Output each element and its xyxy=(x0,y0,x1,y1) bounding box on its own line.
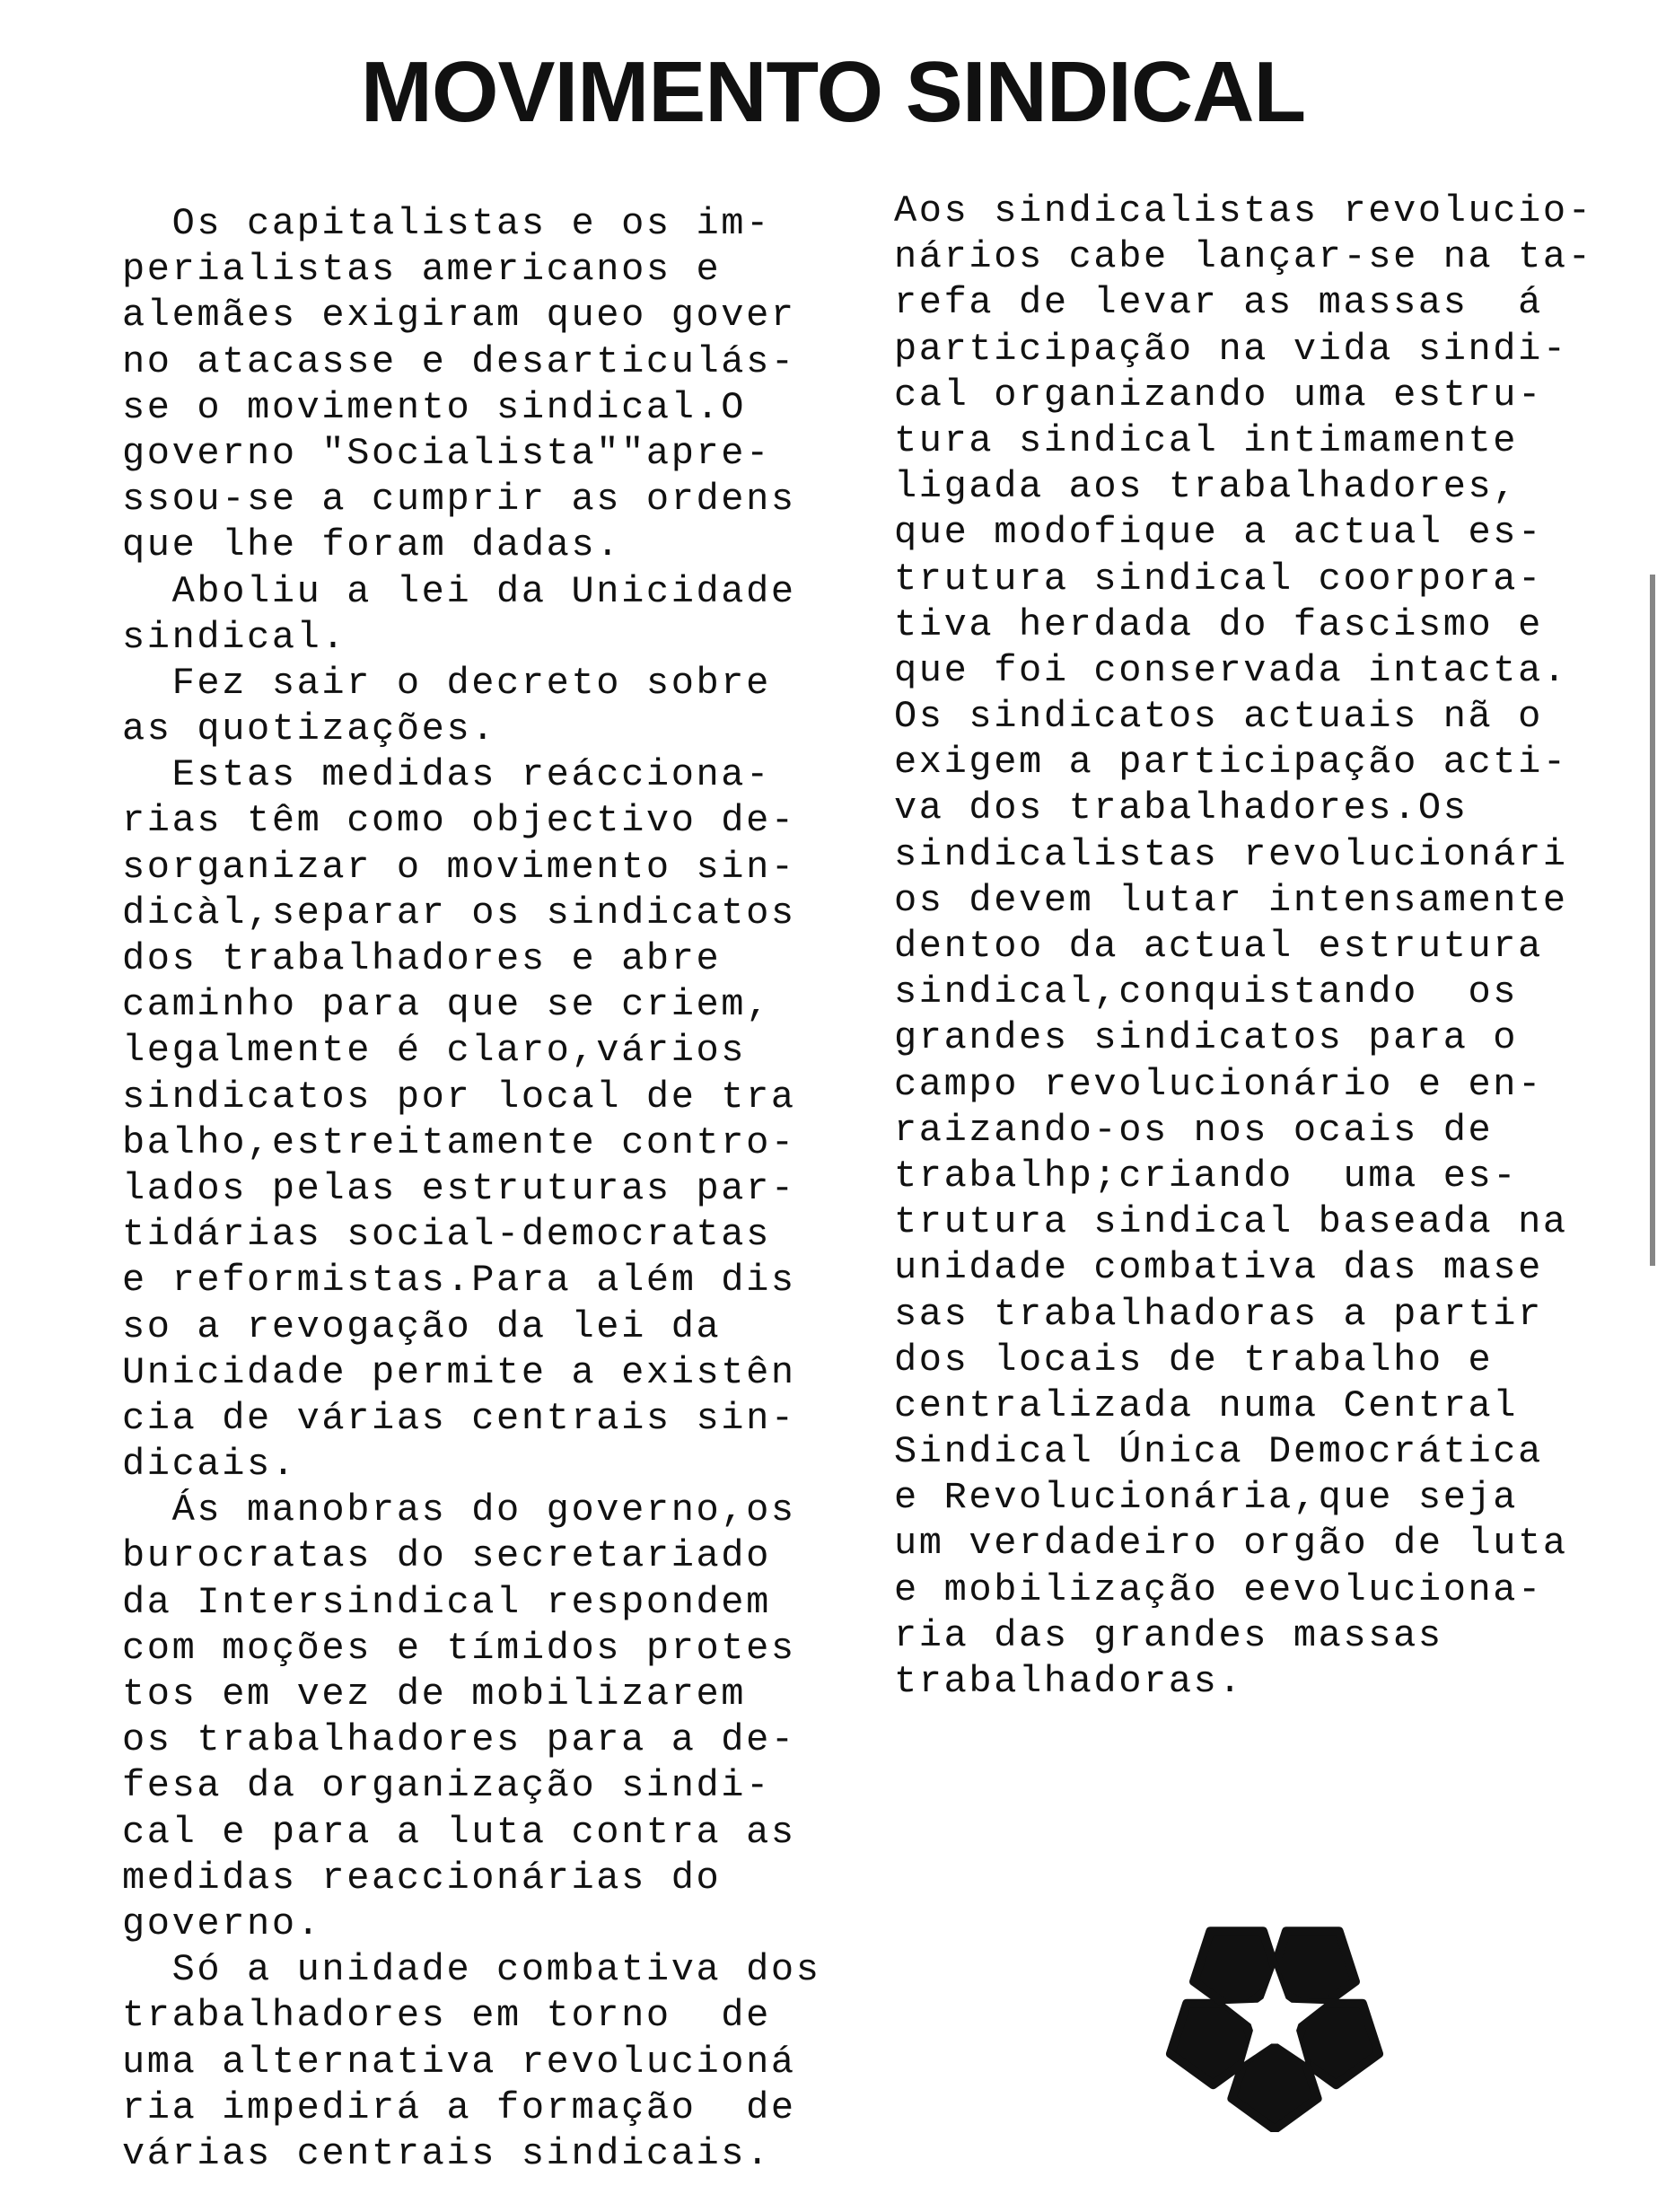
left-column-line: dos trabalhadores e abre xyxy=(122,937,722,980)
left-column-line: da Intersindical respondem xyxy=(122,1580,771,1624)
right-column-line: tura sindical intimamente xyxy=(894,418,1519,462)
left-column-line: ssou-se a cumprir as ordens xyxy=(122,478,796,522)
right-column-line: que foi conservada intacta. xyxy=(894,648,1568,692)
right-column-line: centralizada numa Central xyxy=(894,1383,1519,1427)
left-column-line: governo "Socialista""apre- xyxy=(122,431,771,475)
left-column-line: sorganizar o movimento sin- xyxy=(122,845,796,889)
left-column-line: Os capitalistas e os im- xyxy=(122,202,771,245)
left-column-line: balho,estreitamente contro- xyxy=(122,1120,796,1164)
right-column-line: um verdadeiro orgão de luta xyxy=(894,1522,1568,1566)
right-column-line: unidade combativa das mase xyxy=(894,1246,1543,1290)
left-column-line: dicais. xyxy=(122,1443,297,1487)
right-column-line: Os sindicatos actuais nã o xyxy=(894,695,1543,739)
left-column-line: tos em vez de mobilizarem xyxy=(122,1672,747,1716)
right-column-line: dos locais de trabalho e xyxy=(894,1338,1494,1382)
left-column-line: burocratas do secretariado xyxy=(122,1534,771,1578)
right-column-line: tiva herdada do fascismo e xyxy=(894,602,1543,646)
left-column-line: Ás manobras do governo,os xyxy=(122,1488,796,1532)
left-column-line: so a revogação da lei da xyxy=(122,1304,722,1348)
left-column-line: perialistas americanos e xyxy=(122,248,722,292)
left-column-line: alemães exigiram queo gover xyxy=(122,294,796,338)
left-column-line: se o movimento sindical.O xyxy=(122,385,747,429)
star-emblem-icon xyxy=(1162,1908,1387,2132)
left-column-line: Estas medidas reácciona- xyxy=(122,753,771,797)
right-column-line: trabalhadoras. xyxy=(894,1660,1244,1703)
right-column-line: trutura sindical coorpora- xyxy=(894,557,1543,601)
left-column-line: ria impedirá a formação de xyxy=(122,2085,796,2129)
right-column-line: participação na vida sindi- xyxy=(894,327,1568,371)
left-column-line: e reformistas.Para além dis xyxy=(122,1259,796,1303)
right-column-line: dentoo da actual estrutura xyxy=(894,925,1543,968)
right-column-line: nários cabe lançar-se na ta- xyxy=(894,235,1593,279)
left-column-line: uma alternativa revolucioná xyxy=(122,2040,796,2084)
left-column-line: com moções e tímidos protes xyxy=(122,1626,796,1670)
right-column-line: sindical,conquistando os xyxy=(894,970,1519,1014)
right-column-line: Aos sindicalistas revolucio- xyxy=(894,189,1593,233)
left-column-line: trabalhadores em torno de xyxy=(122,1994,771,2038)
right-column-line: grandes sindicatos para o xyxy=(894,1016,1519,1060)
left-column-line: sindical. xyxy=(122,615,347,659)
right-column-line: sas trabalhadoras a partir xyxy=(894,1292,1543,1336)
right-column-line: refa de levar as massas á xyxy=(894,281,1543,325)
right-column-line: raizando-os nos ocais de xyxy=(894,1108,1494,1152)
right-column-line: ria das grandes massas xyxy=(894,1613,1443,1657)
left-column-line: os trabalhadores para a de- xyxy=(122,1718,796,1762)
right-column-line: sindicalistas revolucionári xyxy=(894,832,1568,876)
left-column-line: sindicatos por local de tra xyxy=(122,1075,796,1119)
left-column-line: no atacasse e desarticulás- xyxy=(122,339,796,383)
left-column-line: várias centrais sindicais. xyxy=(122,2131,771,2175)
left-column-line: cia de várias centrais sin- xyxy=(122,1396,796,1440)
left-column-line: que lhe foram dadas. xyxy=(122,523,622,567)
left-column-line: as quotizações. xyxy=(122,707,497,751)
page-title: MOVIMENTO SINDICAL xyxy=(360,44,1306,140)
left-column-line: medidas reaccionárias do xyxy=(122,1856,722,1900)
right-column-line: campo revolucionário e en- xyxy=(894,1062,1543,1106)
left-column-line: cal e para a luta contra as xyxy=(122,1810,796,1854)
right-column-line: trutura sindical baseada na xyxy=(894,1200,1568,1244)
right-column-text xyxy=(894,189,1593,1705)
left-column-line: fesa da organização sindi- xyxy=(122,1764,771,1808)
left-column-line: tidárias social-democratas xyxy=(122,1213,771,1257)
right-column-line: va dos trabalhadores.Os xyxy=(894,786,1469,830)
left-column-line: legalmente é claro,vários xyxy=(122,1029,747,1073)
left-column-line: Aboliu a lei da Unicidade xyxy=(122,569,796,613)
right-column-line: que modofique a actual es- xyxy=(894,511,1543,555)
right-column-line: trabalhp;criando uma es- xyxy=(894,1154,1519,1198)
right-column-line: ligada aos trabalhadores, xyxy=(894,465,1519,509)
left-column-line: caminho para que se criem, xyxy=(122,983,771,1027)
left-column-line: Unicidade permite a existên xyxy=(122,1350,796,1394)
right-column-line: e mobilização eevoluciona- xyxy=(894,1567,1543,1611)
right-column-line: Sindical Única Democrática xyxy=(894,1430,1543,1474)
left-column-text xyxy=(122,201,821,2177)
left-column-line: lados pelas estruturas par- xyxy=(122,1166,796,1210)
scan-margin-mark xyxy=(1650,575,1655,1266)
right-column-line: e Revolucionária,que seja xyxy=(894,1476,1519,1520)
right-column-line: os devem lutar intensamente xyxy=(894,878,1568,922)
right-column-line: cal organizando uma estru- xyxy=(894,373,1543,417)
left-column-line: Fez sair o decreto sobre xyxy=(122,661,771,705)
right-column-line: exigem a participação acti- xyxy=(894,741,1568,785)
left-column-line: rias têm como objectivo de- xyxy=(122,799,796,843)
left-column-line: dicàl,separar os sindicatos xyxy=(122,891,796,935)
left-column-line: governo. xyxy=(122,1901,322,1945)
left-column-line: Só a unidade combativa dos xyxy=(122,1948,821,1992)
